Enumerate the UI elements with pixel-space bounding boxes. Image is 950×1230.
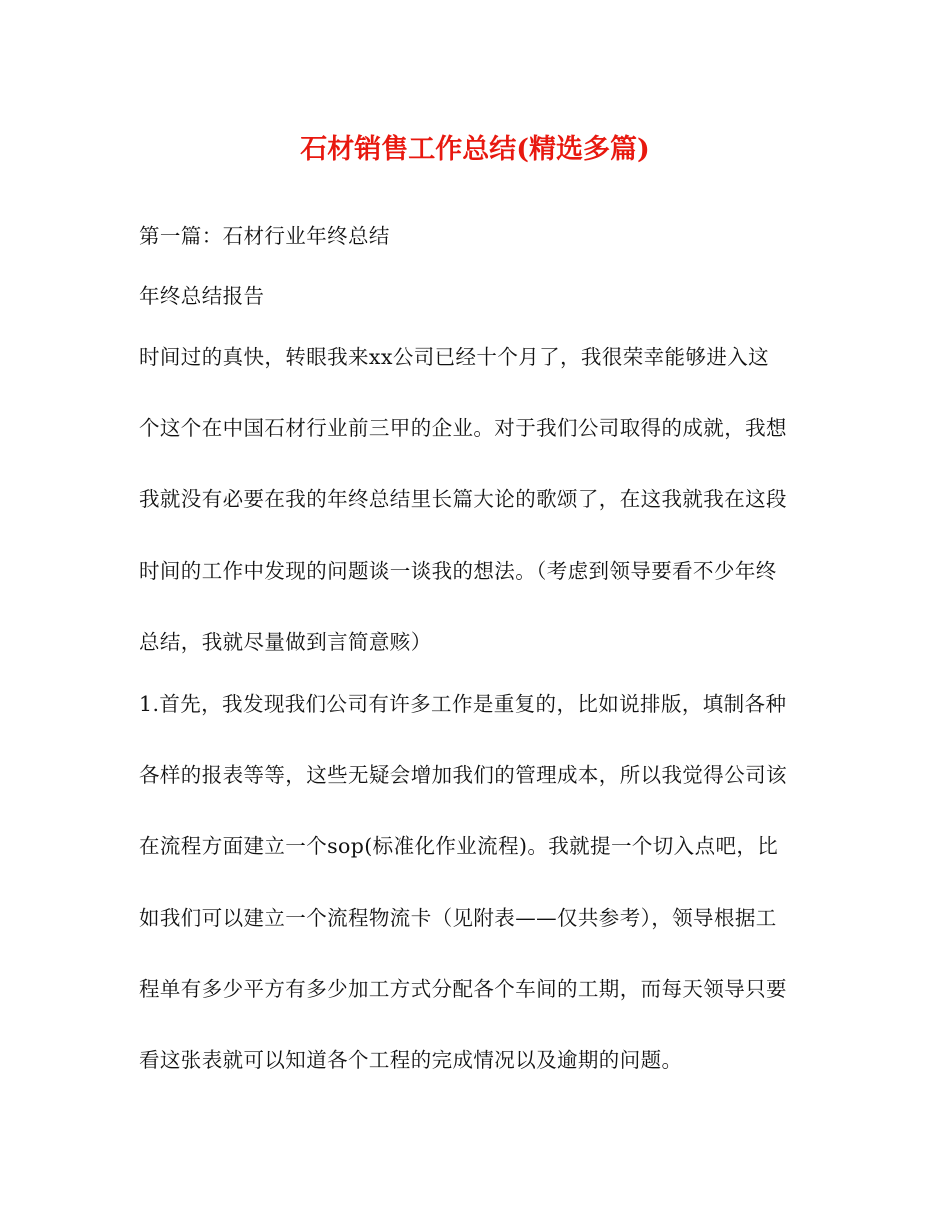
section-heading: 第一篇：石材行业年终总结 [139, 224, 390, 248]
paragraph-line: 总结，我就尽量做到言简意赅） [139, 630, 432, 654]
paragraph-line: 看这张表就可以知道各个工程的完成情况以及逾期的问题。 [139, 1048, 683, 1072]
paragraph-line: 时间的工作中发现的问题谈一谈我的想法。（考虑到领导要看不少年终 [139, 559, 777, 583]
paragraph-line: 各样的报表等等，这些无疑会增加我们的管理成本，所以我觉得公司该 [139, 763, 787, 787]
paragraph-line: 在流程方面建立一个sop(标准化作业流程)。我就提一个切入点吧，比 [139, 834, 779, 858]
paragraph-line: 1.首先，我发现我们公司有许多工作是重复的，比如说排版，填制各种 [139, 692, 787, 716]
report-heading: 年终总结报告 [139, 284, 265, 308]
document-title: 石材销售工作总结(精选多篇) [300, 134, 650, 165]
paragraph-line: 如我们可以建立一个流程物流卡（见附表——仅共参考），领导根据工 [139, 906, 777, 930]
paragraph-line: 程单有多少平方有多少加工方式分配各个车间的工期，而每天领导只要 [139, 977, 787, 1001]
paragraph-line: 个这个在中国石材行业前三甲的企业。对于我们公司取得的成就，我想 [139, 416, 787, 440]
paragraph-line: 时间过的真快，转眼我来xx公司已经十个月了，我很荣幸能够进入这 [139, 345, 770, 369]
paragraph-line: 我就没有必要在我的年终总结里长篇大论的歌颂了，在这我就我在这段 [139, 487, 787, 511]
